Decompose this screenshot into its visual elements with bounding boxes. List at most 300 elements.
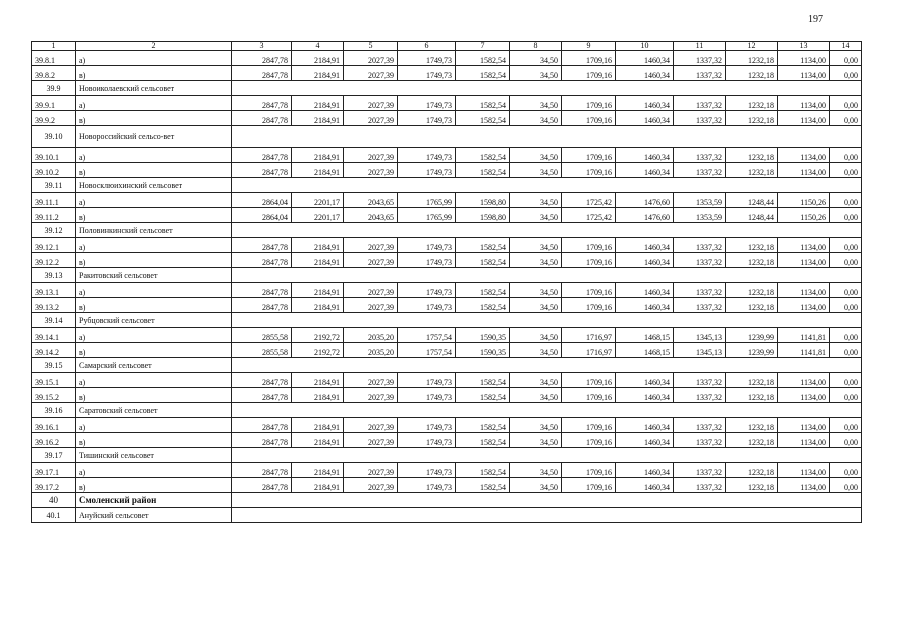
value-cell: 0,00 [830, 298, 862, 313]
group-name: Новоиколаевский сельсовет [76, 81, 232, 96]
value-cell: 0,00 [830, 433, 862, 448]
table-row [32, 51, 862, 66]
value-cell: 1709,16 [562, 163, 616, 178]
value-cell: 1709,16 [562, 111, 616, 126]
value-cell: 34,50 [510, 388, 562, 403]
value-cell: 1749,73 [398, 478, 456, 493]
empty-span-cell [232, 403, 862, 418]
value-cell: 34,50 [510, 283, 562, 298]
value-cell: 34,50 [510, 418, 562, 433]
value-cell: 0,00 [830, 193, 862, 208]
value-cell: 1460,34 [616, 163, 674, 178]
row-code: 39.16.1 [32, 418, 76, 433]
value-cell: 1749,73 [398, 163, 456, 178]
value-cell: 1345,13 [674, 343, 726, 358]
value-cell: 1476,60 [616, 193, 674, 208]
group-name: Половинкинский сельсовет [76, 223, 232, 238]
value-cell: 1134,00 [778, 148, 830, 163]
empty-span-cell [232, 508, 862, 523]
header-col-8: 8 [510, 42, 562, 51]
value-cell: 1582,54 [456, 298, 510, 313]
value-cell: 1239,99 [726, 328, 778, 343]
header-col-10: 10 [616, 42, 674, 51]
table-row [32, 66, 862, 81]
row-subitem: а) [76, 193, 232, 208]
value-cell: 1150,26 [778, 193, 830, 208]
table-row [32, 96, 862, 111]
value-cell: 1749,73 [398, 51, 456, 66]
value-cell: 1598,80 [456, 208, 510, 223]
value-cell: 1749,73 [398, 433, 456, 448]
row-subitem: в) [76, 343, 232, 358]
value-cell: 0,00 [830, 463, 862, 478]
empty-span-cell [232, 448, 862, 463]
value-cell: 2184,91 [292, 111, 344, 126]
row-code: 39.12.2 [32, 253, 76, 268]
value-cell: 2855,58 [232, 328, 292, 343]
value-cell: 2184,91 [292, 463, 344, 478]
value-cell: 1709,16 [562, 463, 616, 478]
row-code: 39.9.2 [32, 111, 76, 126]
value-cell: 1134,00 [778, 163, 830, 178]
group-code: 39.13 [32, 268, 76, 283]
value-cell: 2035,20 [344, 328, 398, 343]
value-cell: 1582,54 [456, 253, 510, 268]
value-cell: 1141,81 [778, 343, 830, 358]
value-cell: 1765,99 [398, 193, 456, 208]
group-name: Ануйский сельсовет [76, 508, 232, 523]
group-code: 39.16 [32, 403, 76, 418]
value-cell: 1749,73 [398, 298, 456, 313]
value-cell: 34,50 [510, 66, 562, 81]
value-cell: 1582,54 [456, 478, 510, 493]
table-row [32, 298, 862, 313]
row-subitem: в) [76, 208, 232, 223]
value-cell: 0,00 [830, 253, 862, 268]
header-col-12: 12 [726, 42, 778, 51]
header-col-3: 3 [232, 42, 292, 51]
value-cell: 0,00 [830, 238, 862, 253]
value-cell: 2184,91 [292, 418, 344, 433]
table-row [32, 418, 862, 433]
value-cell: 2027,39 [344, 238, 398, 253]
value-cell: 1582,54 [456, 51, 510, 66]
value-cell: 1582,54 [456, 111, 510, 126]
group-row [32, 313, 862, 328]
group-code: 40.1 [32, 508, 76, 523]
value-cell: 1709,16 [562, 253, 616, 268]
value-cell: 1460,34 [616, 96, 674, 111]
value-cell: 1337,32 [674, 111, 726, 126]
value-cell: 1134,00 [778, 373, 830, 388]
value-cell: 1345,13 [674, 328, 726, 343]
table-row [32, 478, 862, 493]
value-cell: 1582,54 [456, 283, 510, 298]
table-row [32, 163, 862, 178]
value-cell: 1248,44 [726, 208, 778, 223]
value-cell: 0,00 [830, 96, 862, 111]
value-cell: 1337,32 [674, 373, 726, 388]
row-subitem: в) [76, 66, 232, 81]
row-code: 39.15.2 [32, 388, 76, 403]
value-cell: 1749,73 [398, 238, 456, 253]
header-col-7: 7 [456, 42, 510, 51]
group-name: Новосклюихинский сельсовет [76, 178, 232, 193]
value-cell: 2847,78 [232, 238, 292, 253]
value-cell: 2027,39 [344, 51, 398, 66]
row-subitem: в) [76, 478, 232, 493]
value-cell: 2847,78 [232, 148, 292, 163]
value-cell: 2192,72 [292, 343, 344, 358]
value-cell: 2027,39 [344, 433, 398, 448]
value-cell: 1239,99 [726, 343, 778, 358]
value-cell: 1590,35 [456, 328, 510, 343]
value-cell: 2184,91 [292, 66, 344, 81]
row-code: 39.15.1 [32, 373, 76, 388]
row-code: 39.10.1 [32, 148, 76, 163]
value-cell: 34,50 [510, 96, 562, 111]
group-row [32, 81, 862, 96]
row-code: 39.11.1 [32, 193, 76, 208]
row-code: 39.8.1 [32, 51, 76, 66]
value-cell: 1725,42 [562, 208, 616, 223]
column-number-header [32, 42, 862, 51]
group-code: 39.11 [32, 178, 76, 193]
header-col-6: 6 [398, 42, 456, 51]
row-subitem: а) [76, 238, 232, 253]
header-col-2: 2 [76, 42, 232, 51]
value-cell: 0,00 [830, 343, 862, 358]
empty-span-cell [232, 178, 862, 193]
row-code: 39.11.2 [32, 208, 76, 223]
value-cell: 0,00 [830, 388, 862, 403]
table-row [32, 253, 862, 268]
header-col-11: 11 [674, 42, 726, 51]
table-row [32, 388, 862, 403]
value-cell: 34,50 [510, 478, 562, 493]
value-cell: 1460,34 [616, 463, 674, 478]
value-cell: 1232,18 [726, 148, 778, 163]
row-subitem: а) [76, 373, 232, 388]
header-col-4: 4 [292, 42, 344, 51]
value-cell: 34,50 [510, 208, 562, 223]
value-cell: 1134,00 [778, 51, 830, 66]
empty-span-cell [232, 126, 862, 148]
value-cell: 1468,15 [616, 328, 674, 343]
group-row [32, 358, 862, 373]
value-cell: 1460,34 [616, 253, 674, 268]
value-cell: 1460,34 [616, 388, 674, 403]
value-cell: 1460,34 [616, 148, 674, 163]
value-cell: 2184,91 [292, 148, 344, 163]
value-cell: 1337,32 [674, 96, 726, 111]
header-col-1: 1 [32, 42, 76, 51]
value-cell: 1232,18 [726, 163, 778, 178]
group-name: Тишинский сельсовет [76, 448, 232, 463]
empty-span-cell [232, 268, 862, 283]
value-cell: 2847,78 [232, 96, 292, 111]
value-cell: 1460,34 [616, 238, 674, 253]
value-cell: 2847,78 [232, 388, 292, 403]
value-cell: 1460,34 [616, 373, 674, 388]
row-code: 39.13.2 [32, 298, 76, 313]
district-row [32, 493, 862, 508]
value-cell: 1582,54 [456, 388, 510, 403]
group-row [32, 508, 862, 523]
value-cell: 1709,16 [562, 148, 616, 163]
value-cell: 34,50 [510, 238, 562, 253]
header-col-5: 5 [344, 42, 398, 51]
empty-span-cell [232, 81, 862, 96]
value-cell: 2847,78 [232, 163, 292, 178]
value-cell: 2027,39 [344, 388, 398, 403]
group-code: 39.15 [32, 358, 76, 373]
value-cell: 2184,91 [292, 478, 344, 493]
value-cell: 2184,91 [292, 388, 344, 403]
value-cell: 1716,97 [562, 328, 616, 343]
district-name: Смоленский район [76, 493, 232, 508]
value-cell: 2027,39 [344, 478, 398, 493]
value-cell: 2027,39 [344, 463, 398, 478]
row-subitem: а) [76, 328, 232, 343]
group-name: Самарский сельсовет [76, 358, 232, 373]
value-cell: 2184,91 [292, 96, 344, 111]
value-cell: 1232,18 [726, 298, 778, 313]
group-code: 39.10 [32, 126, 76, 148]
value-cell: 1582,54 [456, 463, 510, 478]
table-row [32, 463, 862, 478]
value-cell: 1749,73 [398, 283, 456, 298]
row-subitem: в) [76, 433, 232, 448]
value-cell: 2184,91 [292, 238, 344, 253]
table-row [32, 193, 862, 208]
value-cell: 1337,32 [674, 66, 726, 81]
value-cell: 1582,54 [456, 433, 510, 448]
value-cell: 2847,78 [232, 253, 292, 268]
value-cell: 2027,39 [344, 418, 398, 433]
value-cell: 2192,72 [292, 328, 344, 343]
value-cell: 1749,73 [398, 253, 456, 268]
value-cell: 1749,73 [398, 373, 456, 388]
tariff-table [31, 41, 862, 523]
row-code: 39.17.2 [32, 478, 76, 493]
table-row [32, 328, 862, 343]
group-row [32, 448, 862, 463]
row-subitem: в) [76, 388, 232, 403]
table-row [32, 433, 862, 448]
row-code: 39.17.1 [32, 463, 76, 478]
value-cell: 34,50 [510, 343, 562, 358]
value-cell: 1337,32 [674, 51, 726, 66]
value-cell: 0,00 [830, 111, 862, 126]
group-name: Рубцовский сельсовет [76, 313, 232, 328]
value-cell: 2864,04 [232, 193, 292, 208]
value-cell: 2184,91 [292, 283, 344, 298]
value-cell: 1460,34 [616, 298, 674, 313]
row-code: 39.16.2 [32, 433, 76, 448]
value-cell: 1337,32 [674, 253, 726, 268]
value-cell: 0,00 [830, 418, 862, 433]
value-cell: 1232,18 [726, 51, 778, 66]
value-cell: 1765,99 [398, 208, 456, 223]
value-cell: 1134,00 [778, 238, 830, 253]
value-cell: 0,00 [830, 328, 862, 343]
value-cell: 2043,65 [344, 208, 398, 223]
value-cell: 1232,18 [726, 433, 778, 448]
value-cell: 2184,91 [292, 51, 344, 66]
row-code: 39.8.2 [32, 66, 76, 81]
value-cell: 2201,17 [292, 208, 344, 223]
group-row [32, 223, 862, 238]
group-row [32, 268, 862, 283]
empty-span-cell [232, 223, 862, 238]
value-cell: 1709,16 [562, 373, 616, 388]
row-subitem: в) [76, 111, 232, 126]
row-code: 39.12.1 [32, 238, 76, 253]
value-cell: 1749,73 [398, 463, 456, 478]
value-cell: 2184,91 [292, 298, 344, 313]
value-cell: 0,00 [830, 163, 862, 178]
row-subitem: а) [76, 418, 232, 433]
value-cell: 1134,00 [778, 463, 830, 478]
value-cell: 1337,32 [674, 148, 726, 163]
value-cell: 2847,78 [232, 418, 292, 433]
group-row [32, 403, 862, 418]
value-cell: 1749,73 [398, 96, 456, 111]
value-cell: 1337,32 [674, 388, 726, 403]
value-cell: 2027,39 [344, 148, 398, 163]
value-cell: 1232,18 [726, 238, 778, 253]
value-cell: 2184,91 [292, 433, 344, 448]
group-row [32, 126, 862, 148]
value-cell: 1749,73 [398, 66, 456, 81]
value-cell: 1232,18 [726, 463, 778, 478]
table-row [32, 283, 862, 298]
value-cell: 1709,16 [562, 418, 616, 433]
group-code: 39.14 [32, 313, 76, 328]
value-cell: 1232,18 [726, 253, 778, 268]
value-cell: 1134,00 [778, 66, 830, 81]
value-cell: 2184,91 [292, 373, 344, 388]
value-cell: 1460,34 [616, 51, 674, 66]
value-cell: 2847,78 [232, 66, 292, 81]
value-cell: 0,00 [830, 283, 862, 298]
value-cell: 34,50 [510, 163, 562, 178]
value-cell: 1232,18 [726, 373, 778, 388]
row-subitem: в) [76, 253, 232, 268]
value-cell: 34,50 [510, 193, 562, 208]
value-cell: 34,50 [510, 148, 562, 163]
row-subitem: а) [76, 463, 232, 478]
value-cell: 1709,16 [562, 478, 616, 493]
table-row [32, 208, 862, 223]
group-code: 39.12 [32, 223, 76, 238]
value-cell: 2184,91 [292, 163, 344, 178]
value-cell: 1337,32 [674, 478, 726, 493]
value-cell: 0,00 [830, 148, 862, 163]
table-row [32, 373, 862, 388]
value-cell: 2847,78 [232, 433, 292, 448]
group-row [32, 178, 862, 193]
value-cell: 1232,18 [726, 388, 778, 403]
value-cell: 2027,39 [344, 373, 398, 388]
value-cell: 1460,34 [616, 418, 674, 433]
value-cell: 1598,80 [456, 193, 510, 208]
value-cell: 1590,35 [456, 343, 510, 358]
group-name: Новороссийский сельсо-вет [76, 126, 232, 148]
row-subitem: а) [76, 148, 232, 163]
value-cell: 2847,78 [232, 298, 292, 313]
value-cell: 1141,81 [778, 328, 830, 343]
value-cell: 1749,73 [398, 148, 456, 163]
value-cell: 2864,04 [232, 208, 292, 223]
value-cell: 1582,54 [456, 148, 510, 163]
value-cell: 0,00 [830, 478, 862, 493]
row-code: 39.14.2 [32, 343, 76, 358]
table-row [32, 238, 862, 253]
value-cell: 1582,54 [456, 418, 510, 433]
group-code: 39.17 [32, 448, 76, 463]
value-cell: 1709,16 [562, 283, 616, 298]
value-cell: 2035,20 [344, 343, 398, 358]
value-cell: 1709,16 [562, 298, 616, 313]
value-cell: 1248,44 [726, 193, 778, 208]
row-code: 39.14.1 [32, 328, 76, 343]
empty-span-cell [232, 313, 862, 328]
value-cell: 1232,18 [726, 283, 778, 298]
value-cell: 34,50 [510, 298, 562, 313]
row-subitem: а) [76, 283, 232, 298]
value-cell: 1582,54 [456, 163, 510, 178]
value-cell: 2847,78 [232, 111, 292, 126]
header-col-14: 14 [830, 42, 862, 51]
value-cell: 1337,32 [674, 163, 726, 178]
group-code: 40 [32, 493, 76, 508]
value-cell: 1749,73 [398, 388, 456, 403]
empty-span-cell [232, 358, 862, 373]
group-code: 39.9 [32, 81, 76, 96]
value-cell: 1468,15 [616, 343, 674, 358]
row-code: 39.9.1 [32, 96, 76, 111]
value-cell: 1232,18 [726, 111, 778, 126]
value-cell: 1150,26 [778, 208, 830, 223]
value-cell: 34,50 [510, 111, 562, 126]
value-cell: 0,00 [830, 66, 862, 81]
value-cell: 2027,39 [344, 111, 398, 126]
value-cell: 1582,54 [456, 66, 510, 81]
group-name: Саратовский сельсовет [76, 403, 232, 418]
value-cell: 2027,39 [344, 253, 398, 268]
value-cell: 1709,16 [562, 66, 616, 81]
row-subitem: в) [76, 163, 232, 178]
value-cell: 1725,42 [562, 193, 616, 208]
value-cell: 1582,54 [456, 373, 510, 388]
value-cell: 34,50 [510, 328, 562, 343]
page-number: 197 [808, 14, 823, 25]
value-cell: 0,00 [830, 208, 862, 223]
row-subitem: а) [76, 51, 232, 66]
value-cell: 1134,00 [778, 433, 830, 448]
value-cell: 1134,00 [778, 253, 830, 268]
value-cell: 1757,54 [398, 328, 456, 343]
value-cell: 1337,32 [674, 298, 726, 313]
value-cell: 1709,16 [562, 238, 616, 253]
value-cell: 1337,32 [674, 283, 726, 298]
value-cell: 1749,73 [398, 418, 456, 433]
value-cell: 1134,00 [778, 298, 830, 313]
value-cell: 1232,18 [726, 96, 778, 111]
value-cell: 1134,00 [778, 283, 830, 298]
